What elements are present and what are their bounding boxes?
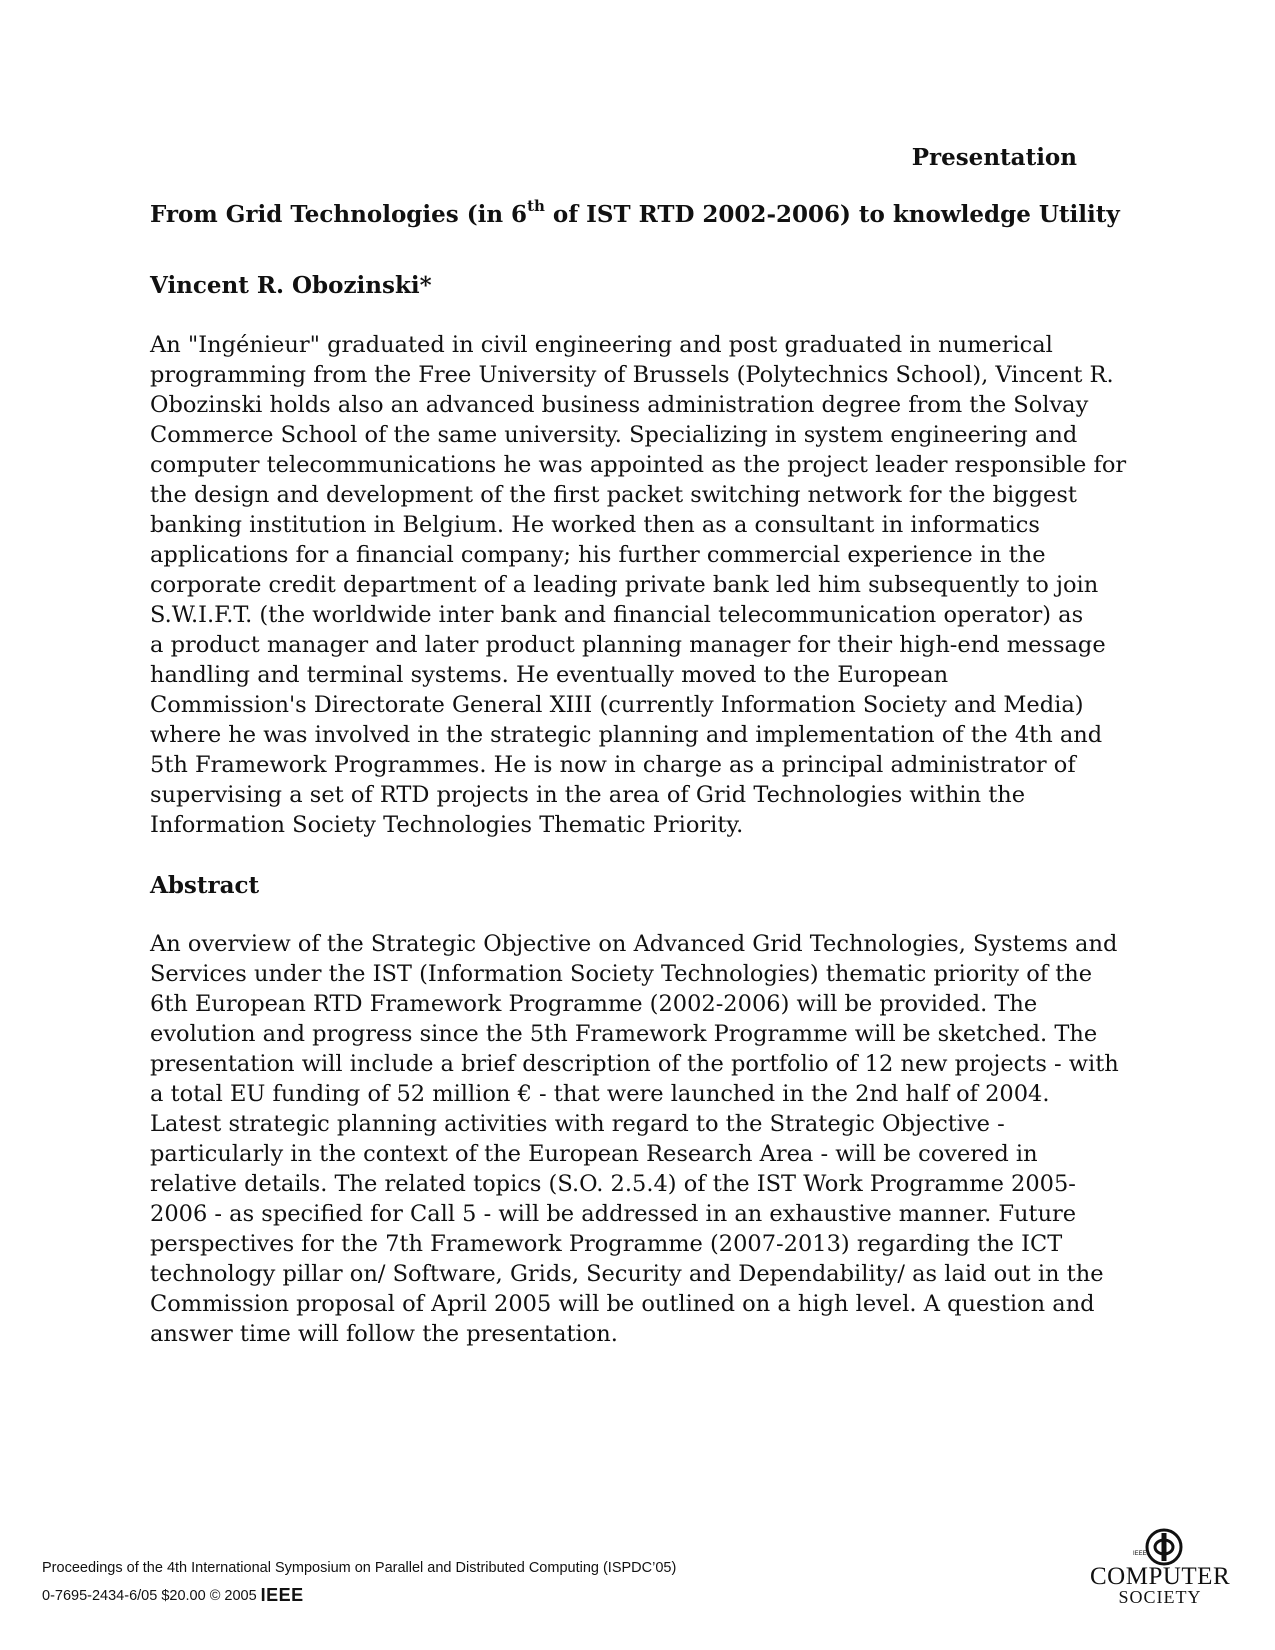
ieee-logo-text: IEEE	[260, 1585, 304, 1605]
isbn-line	[42, 1585, 676, 1606]
computer-society-logo	[1090, 1525, 1230, 1625]
logo-computer-text: COMPUTER	[1090, 1563, 1231, 1590]
title-text-part2: of IST RTD 2002-2006) to knowledge Utility	[544, 201, 1120, 228]
isbn-price: 0-7695-2434-6/05 $20.00 © 2005	[42, 1588, 257, 1604]
title-text-part1: From Grid Technologies (in 6	[150, 201, 528, 228]
ieee-small-text: IEEE	[1133, 1551, 1147, 1557]
abstract-body: An overview of the Strategic Objective on Advanced Grid Technologies, Systems and Services under the IST (Information Society Technologies) thematic priority of the 6th European RTD Framework Programme (2002-2006) will be provided. The evolution and progress since the 5th Framework Programme will be sketched. The presentation will include a brief description of the portfolio of 12 new projects - with a total EU funding of 52 million € - that were launched in the 2nd half of 2004. Latest strategic planning activities with regard to the Strategic Objective - particularly in the context of the European Research Area - will be covered in relative details. The related topics (S.O. 2.5.4) of the IST Work Programme 2005- 2006 - as specified for Call 5 - will be addressed in an exhaustive manner. Future perspectives for the 7th Framework Programme (2007-2013) regarding the ICT technology pillar on/ Software, Grids, Security and Dependability/ as laid out in the Commission proposal of April 2005 will be outlined on a high level. A question and answer time will follow the presentation.	[150, 931, 1119, 1347]
author-name: Vincent R. Obozinski*	[150, 272, 432, 299]
section-label: Presentation	[911, 144, 1077, 171]
paper-title	[150, 197, 1130, 228]
author-biography: An "Ingénieur" graduated in civil engineering and post graduated in numerical programming from the Free University of Brussels (Polytechnics School), Vincent R. Obozinski holds also an advanced business administration degree from the Solvay Commerce School of the same university. Specializing in system engineering and computer telecommunications he was appointed as the project leader responsible for the design and development of the first packet switching network for the biggest banking institution in Belgium. He worked then as a consultant in informatics applications for a financial company; his further commercial experience in the corporate credit department of a leading private bank led him subsequently to join S.W.I.F.T. (the worldwide inter bank and financial telecommunication operator) as a product manager and later product planning manager for their high-end message handling and terminal systems. He eventually moved to the European Commission's Directorate General XIII (currently Information Society and Media) where he was involved in the strategic planning and implementation of the 4th and 5th Framework Programmes. He is now in charge as a principal administrator of supervising a set of RTD projects in the area of Grid Technologies within the Information Society Technologies Thematic Priority.	[150, 332, 1127, 838]
page-footer	[42, 1560, 676, 1606]
computer-society-emblem-icon	[1130, 1525, 1190, 1567]
logo-society-text: SOCIETY	[1118, 1587, 1202, 1607]
title-superscript: th	[527, 197, 545, 216]
proceedings-citation: Proceedings of the 4th International Symposium on Parallel and Distributed Computing (ISPDC’05)	[42, 1560, 677, 1576]
abstract-heading: Abstract	[150, 872, 260, 899]
